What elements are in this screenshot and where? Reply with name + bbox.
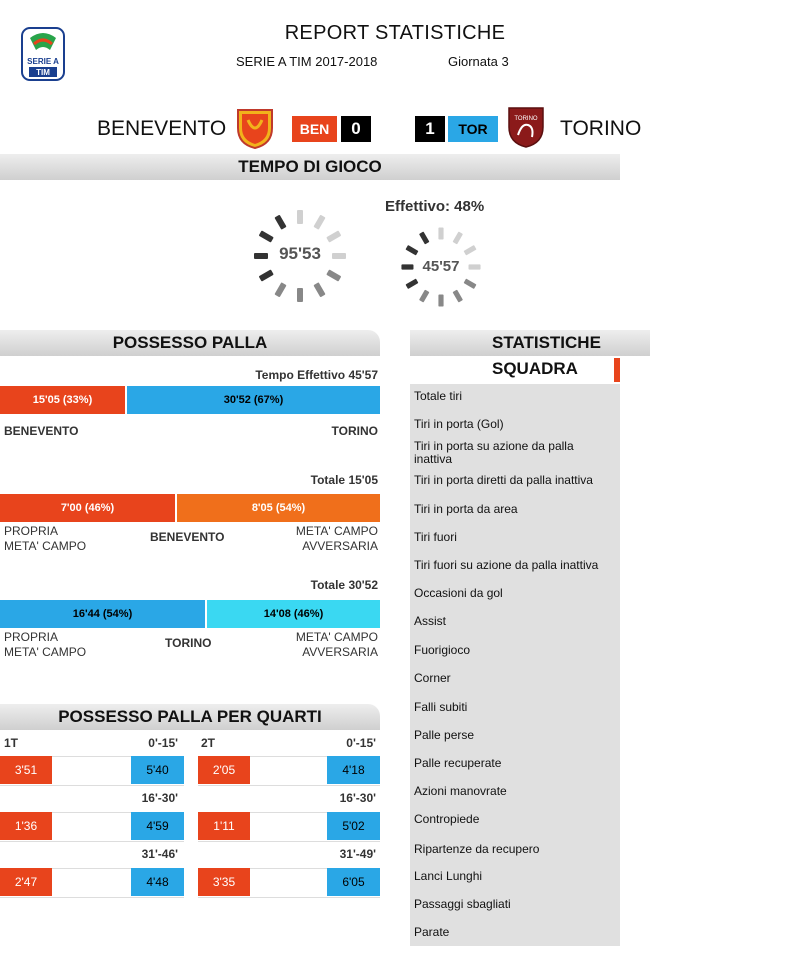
svg-text:TORINO: TORINO <box>514 116 538 122</box>
tor-opp-half-segment: 14'08 (46%) <box>207 600 380 628</box>
t2-q1-range: 0'-15' <box>346 736 376 750</box>
away-possession-segment: 30'52 (67%) <box>127 386 380 414</box>
home-team-name: BENEVENTO <box>97 117 227 140</box>
stat-row-label: Totale tiri <box>414 389 463 403</box>
quarti-title: POSSESSO PALLA PER QUARTI <box>58 707 322 726</box>
dial-tick <box>313 215 325 230</box>
tor-field-team-label: TORINO <box>165 636 212 650</box>
stat-row-label: Azioni manovrate <box>414 784 507 798</box>
opp-half-label <box>296 524 378 554</box>
tor-own-half-line1: PROPRIA <box>4 630 59 644</box>
ben-field-possession-bar <box>0 494 380 522</box>
t1-q2-home: 1'36 <box>0 812 52 840</box>
t1-q1-home: 3'51 <box>0 756 52 784</box>
dial-tick <box>259 269 274 281</box>
stat-row-label: Tiri in porta da area <box>414 502 518 516</box>
stat-row-label: Assist <box>414 614 447 628</box>
quarti-header <box>0 704 380 730</box>
svg-text:TIM: TIM <box>36 68 50 77</box>
away-abbr-badge: TOR <box>448 116 498 142</box>
t2-q3-away: 6'05 <box>327 868 380 896</box>
first-half-label: 1T <box>4 736 19 750</box>
t1-q1-away: 5'40 <box>131 756 184 784</box>
stat-row-label: Contropiede <box>414 812 480 826</box>
stat-row-label: Fuorigioco <box>414 643 471 657</box>
total-time: 95'53 <box>279 244 321 263</box>
dial-tick <box>405 245 418 255</box>
stat-row-label: Tiri fuori <box>414 530 457 544</box>
t1-q3-away: 4'48 <box>131 868 184 896</box>
dial-tick <box>464 279 477 289</box>
dial-tick <box>438 295 443 307</box>
effective-time: 45'57 <box>422 258 460 275</box>
second-half-label: 2T <box>201 736 216 750</box>
tor-opp-half-line2: AVVERSARIA <box>302 645 378 659</box>
own-half-line2: META' CAMPO <box>4 539 87 553</box>
dial-tick <box>438 227 443 239</box>
tor-opp-half-label <box>296 630 378 660</box>
dial-tick <box>405 279 418 289</box>
dial-tick <box>313 282 325 297</box>
torino-crest-icon <box>506 105 546 154</box>
stat-row-label: Passaggi sbagliati <box>414 897 511 911</box>
statistiche-home-column-marker <box>614 358 620 382</box>
tor-opp-half-line1: META' CAMPO <box>295 630 378 644</box>
t1-q3-range: 31'-46' <box>141 847 178 861</box>
stat-row-label: Palle perse <box>414 728 475 742</box>
away-score: 1 <box>415 116 445 142</box>
home-score: 0 <box>341 116 371 142</box>
ben-field-team-label: BENEVENTO <box>150 530 225 544</box>
tempo-effettivo-label: Tempo Effettivo 45'57 <box>255 368 378 382</box>
t2-q3-range: 31'-49' <box>339 847 376 861</box>
report-title: REPORT STATISTICHE <box>284 22 506 44</box>
t2-q2-range: 16'-30' <box>339 791 376 805</box>
stat-row-label: Ripartenze da recupero <box>414 842 540 856</box>
t2-q2-away: 5'02 <box>327 812 380 840</box>
tempo-title: TEMPO DI GIOCO <box>238 157 382 176</box>
stat-row-label: Tiri in porta diretti da palla inattiva <box>414 473 593 487</box>
home-abbr-badge: BEN <box>292 116 337 142</box>
t2-q1-home: 2'05 <box>198 756 250 784</box>
stat-row-label: Lanci Lunghi <box>414 869 483 883</box>
possession-home-label: BENEVENTO <box>4 424 79 438</box>
tor-own-half-segment: 16'44 (54%) <box>0 600 205 628</box>
league-season: SERIE A TIM 2017-2018 <box>236 54 378 69</box>
t1-q2-away: 4'59 <box>131 812 184 840</box>
dial-tick <box>453 231 463 244</box>
stat-row-label: Falli subiti <box>414 700 468 714</box>
tor-own-half-line2: META' CAMPO <box>4 645 87 659</box>
stat-row-label: Palle recuperate <box>414 756 502 770</box>
stat-row-label: Corner <box>414 671 451 685</box>
dial-tick <box>326 230 341 242</box>
dial-tick <box>274 282 286 297</box>
ben-opp-half-segment: 8'05 (54%) <box>177 494 380 522</box>
own-half-line1: PROPRIA <box>4 524 59 538</box>
dial-tick <box>297 210 303 224</box>
opp-half-line1: META' CAMPO <box>295 524 378 538</box>
stat-row-label: Occasioni da gol <box>414 586 503 600</box>
t2-q3-home: 3'35 <box>198 868 250 896</box>
dial-tick <box>259 230 274 242</box>
dial-tick <box>453 290 463 303</box>
statistiche-panel <box>410 384 620 946</box>
dial-tick <box>419 290 429 303</box>
dial-tick <box>274 215 286 230</box>
t1-q1-range: 0'-15' <box>148 736 178 750</box>
tor-total-label: Totale 30'52 <box>310 578 378 592</box>
ben-own-half-segment: 7'00 (46%) <box>0 494 175 522</box>
opp-half-line2: AVVERSARIA <box>302 539 378 553</box>
tempo-di-gioco-header <box>0 154 620 180</box>
statistiche-title: STATISTICHE SQUADRA <box>492 333 601 378</box>
round-label: Giornata 3 <box>448 54 509 69</box>
away-team-name: TORINO <box>560 117 642 140</box>
t2-q2-home: 1'11 <box>198 812 250 840</box>
t1-q3-home: 2'47 <box>0 868 52 896</box>
home-possession-segment: 15'05 (33%) <box>0 386 125 414</box>
stat-row-label: Parate <box>414 925 450 939</box>
statistiche-header <box>410 330 650 378</box>
possesso-title: POSSESSO PALLA <box>112 333 268 352</box>
own-half-label <box>4 524 86 554</box>
tor-field-possession-bar <box>0 600 380 628</box>
possession-away-label: TORINO <box>331 424 378 438</box>
t1-q2-range: 16'-30' <box>141 791 178 805</box>
tor-own-half-label <box>4 630 86 660</box>
stat-row-label: Tiri in porta su azione da palla inattiva <box>414 439 574 466</box>
possesso-header <box>0 330 380 356</box>
dial-tick <box>297 288 303 302</box>
stat-row-label: Tiri fuori su azione da palla inattiva <box>414 558 599 572</box>
dial-tick <box>464 245 477 255</box>
effective-label: Effettivo: 48% <box>385 198 485 215</box>
dial-tick <box>419 231 429 244</box>
benevento-crest-icon <box>234 106 276 155</box>
ben-total-label: Totale 15'05 <box>310 473 378 487</box>
overall-possession-bar <box>0 386 380 414</box>
t2-q1-away: 4'18 <box>327 756 380 784</box>
dial-tick <box>326 269 341 281</box>
svg-text:SERIE A: SERIE A <box>27 57 59 66</box>
stat-row-label: Tiri in porta (Gol) <box>414 417 504 431</box>
